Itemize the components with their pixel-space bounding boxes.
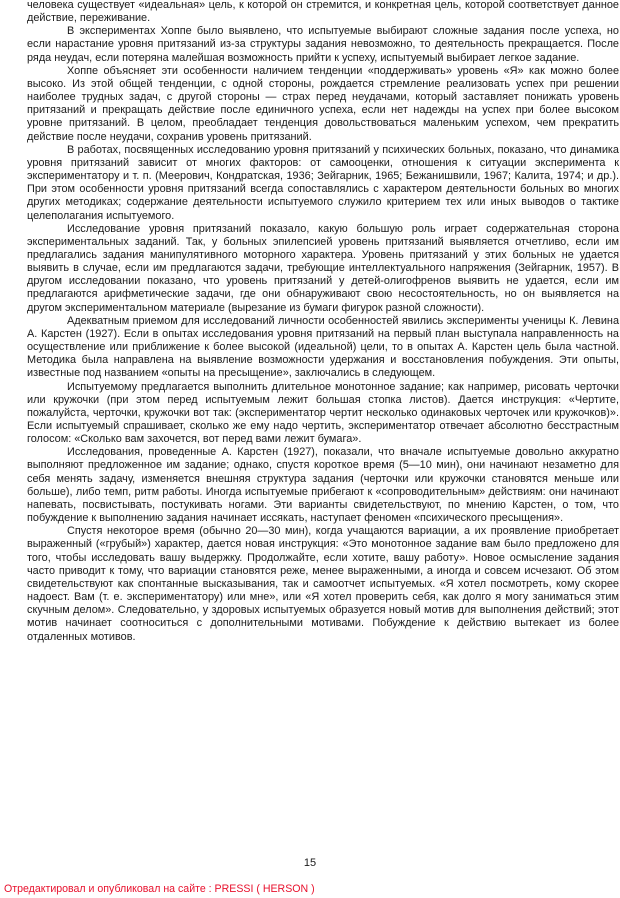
body-text [27, 0, 619, 644]
paragraph: Исследование уровня притязаний показало, какую большую роль играет содержательная сторона экспериментальных заданий. Так, у больных эпилепсией уровень притязаний выявляется отчетливо, если им предлагались задания манипулятивного моторного характера. Уровень притязаний у этих больных не удается выявить в случае, если им предлагаются задачи, требующие интеллектуального напряжения (Зейгарник, 1957). В другом исследовании показано, что уровень притязаний у детей-олигофренов выявить не удается, если им предлагаются арифметические задачи, где они обнаруживают свою несостоятельность, но он выявляется на другом экспериментальном материале (вырезание из бумаги фигурок разной сложности). [27, 222, 619, 314]
paragraph: В работах, посвященных исследованию уровня притязаний у психических больных, показано, что динамика уровня притязаний зависит от многих факторов: от самооценки, отношения к ситуации эксперимента к экспериментатору и т. п. (Меерович, Кондратская, 1936; Зейгарник, 1965; Бежанишвили, 1967; Калита, 1974; и др.). При этом особенности уровня притязаний всегда сопоставлялись с характером деятельности больных во многих других методиках; содержание деятельности испытуемого служило критерием тех или иных выводов о тактике целеполагания испытуемого. [27, 143, 619, 222]
page-number: 15 [303, 857, 317, 869]
paragraph: В экспериментах Хоппе было выявлено, что испытуемые выбирают сложные задания после успеха, но если нарастание уровня притязаний из-за структуры задания невозможно, то деятельность прекращается. После ряда неудач, если потеряна малейшая возможность прийти к успеху, испытуемый выбирает легкое задание. [27, 25, 619, 64]
paragraph-continued: человека существует «идеальная» цель, к которой он стремится, и конкретная цель, которой соответствует данное действие, переживание. [27, 0, 619, 25]
paragraph: Адекватным приемом для исследований личности особенностей явились эксперименты ученицы К. Левина А. Карстен (1927). Если в опытах исследования уровня притязаний на первый план выступала направленность на осуществление или приближение к более высокой (идеальной) цели, то в опытах А. Карстен цель была частной. Методика была направлена на выявление возможности удержания и восстановления побуждения. Эти опыты, известные под названием «опыты на пресыщение», заключались в следующем. [27, 314, 619, 380]
paragraph: Спустя некоторое время (обычно 20—30 мин), когда учащаются вариации, а их проявление приобретает выраженный («грубый») характер, дается новая инструкция: «Это монотонное задание вам было предложено для того, чтобы исследовать вашу выдержку. Продолжайте, если хотите, вашу работу». Новое осмысление задания часто приводит к тому, что вариации становятся реже, менее выраженными, а иногда и совсем исчезают. Об этом свидетельствуют как спонтанные высказывания, так и самоотчет испытуемых. «Я хотел посмотреть, кому скорее надоест. Вам (т. е. экспериментатору) или мне», или «Я хотел проверить себя, как долго я могу заниматься этим скучным делом». Следовательно, у здоровых испытуемых образуется новый мотив для выполнения действий; этот мотив начинает соотноситься с дополнительными мотивами. Побуждение к действию вытекает из более отдаленных мотивов. [27, 525, 619, 643]
publisher-footer-note: Отредактировал и опубликовал на сайте : PRESSI ( HERSON ) [4, 883, 315, 895]
paragraph: Исследования, проведенные А. Карстен (1927), показали, что вначале испытуемые довольно аккуратно выполняют предложенное им задание; однако, спустя короткое время (5—10 мин), они начинают незаметно для себя менять задачу, изменяется внешняя структура задания (черточки или кружочки становятся меньше или больше), либо темп, ритм работы. Иногда испытуемые прибегают к «сопроводительным» действиям: они начинают напевать, посвистывать, постукивать ногами. Эти варианты свидетельствуют, по мнению Карстен, о том, что побуждение к выполнению задания начинает иссякать, наступает феномен «психического пресыщения». [27, 446, 619, 525]
paragraph: Испытуемому предлагается выполнить длительное монотонное задание; как например, рисовать черточки или кружочки (при этом перед испытуемым лежит большая стопка листов). Дается инструкция: «Чертите, пожалуйста, черточки, кружочки вот так: (экспериментатор чертит несколько одинаковых черточек или кружочков)». Если испытуемый спрашивает, сколько же ему надо чертить, экспериментатор отвечает абсолютно бесстрастным голосом: «Сколько вам захочется, вот перед вами лежит бумага». [27, 380, 619, 446]
paragraph: Хоппе объясняет эти особенности наличием тенденции «поддерживать» уровень «Я» как можно более высоко. Из этой общей тенденции, с одной стороны, рождается стремление реализовать успех при решении наиболее трудных задач, с другой стороны — страх перед неудачами, который заставляет понижать уровень притязаний и прекращать действие после единичного успеха, если нет надежды на успех при более высоком уровне притязаний. В целом, преобладает тенденция довольствоваться маленьким успехом, чем прекратить действие после неудачи, сохранив уровень притязаний. [27, 64, 619, 143]
